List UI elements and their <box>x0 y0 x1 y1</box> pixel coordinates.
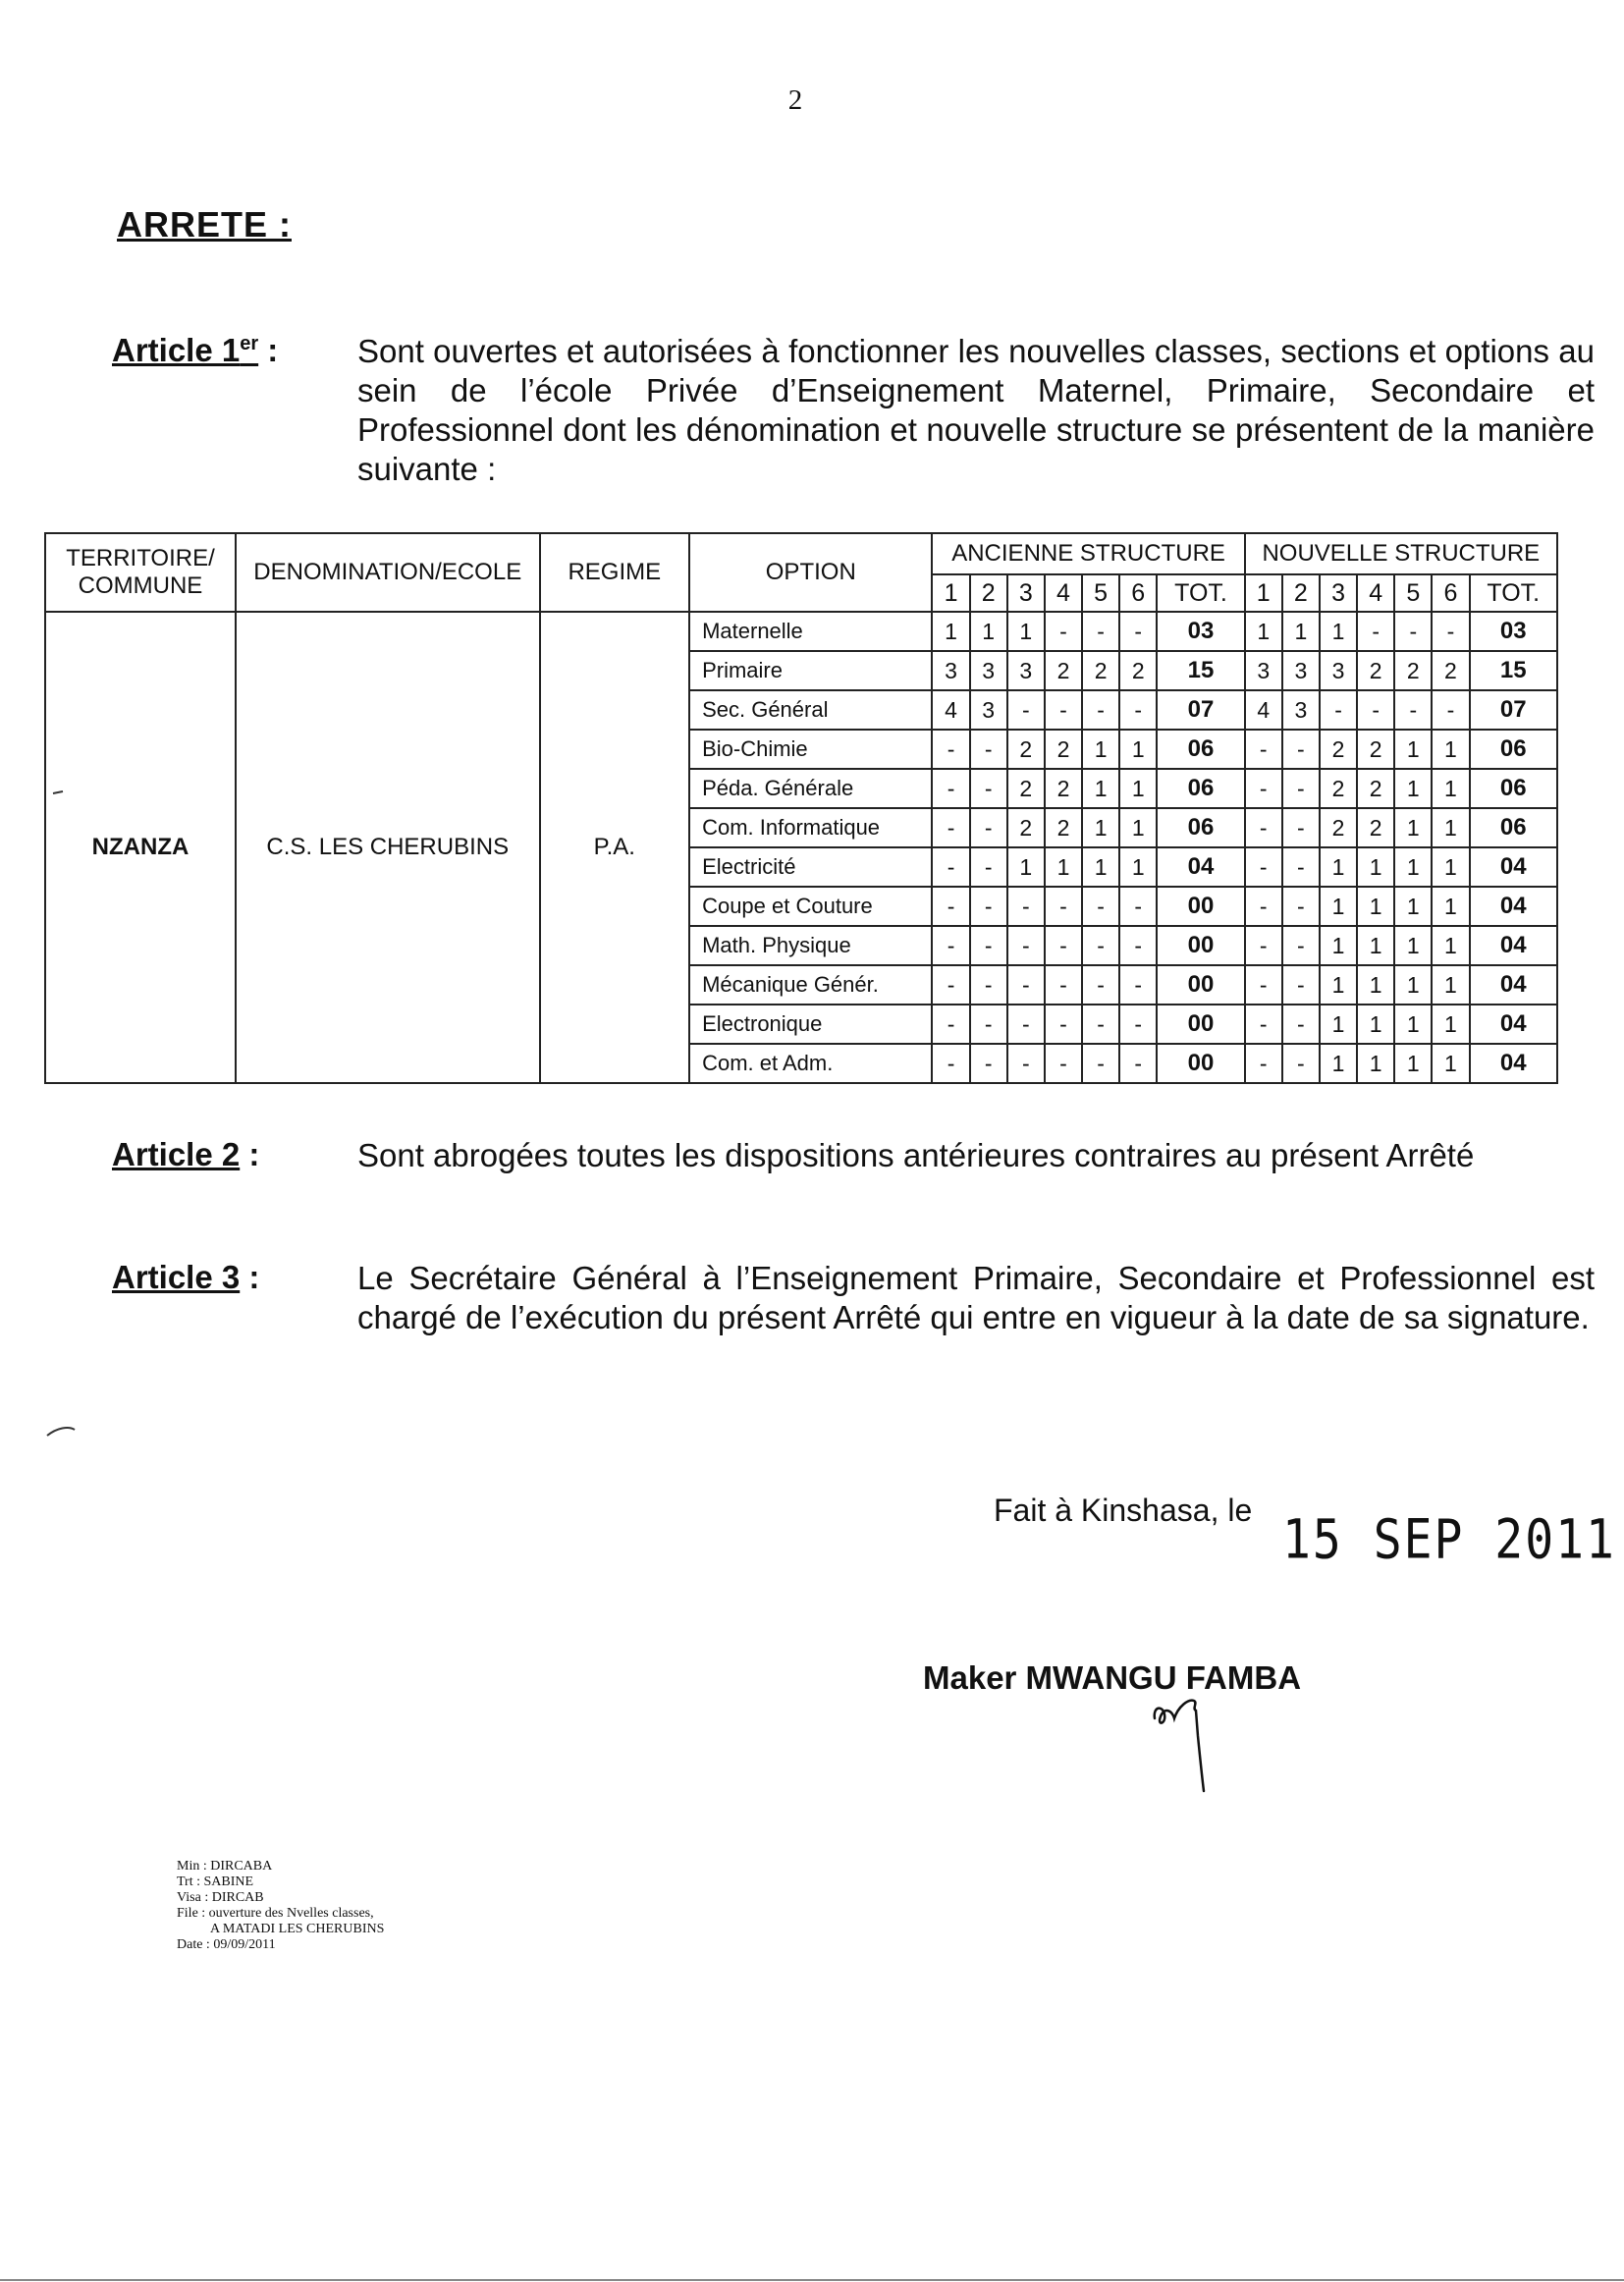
header-denomination: DENOMINATION/ECOLE <box>236 533 540 612</box>
subheader-nouvelle-6: 6 <box>1432 574 1469 612</box>
nouvelle-year-2-cell: - <box>1282 965 1320 1005</box>
option-cell: Bio-Chimie <box>689 730 932 769</box>
ancienne-year-4-cell: 2 <box>1045 769 1082 808</box>
nouvelle-tot-cell: 03 <box>1470 612 1557 651</box>
nouvelle-year-1-cell: - <box>1245 1044 1282 1083</box>
nouvelle-year-5-cell: 1 <box>1394 1005 1432 1044</box>
nouvelle-year-5-cell: 1 <box>1394 965 1432 1005</box>
decree-heading: ARRETE : <box>117 204 292 244</box>
nouvelle-year-3-cell: 1 <box>1320 847 1357 887</box>
subheader-ancienne-6: 6 <box>1119 574 1157 612</box>
article-2-colon: : <box>240 1136 260 1172</box>
ancienne-year-1-cell: - <box>932 1044 969 1083</box>
ancienne-year-5-cell: - <box>1082 690 1119 730</box>
ancienne-tot-cell: 00 <box>1157 887 1244 926</box>
nouvelle-year-2-cell: 3 <box>1282 690 1320 730</box>
page-number: 2 <box>787 84 803 116</box>
option-cell: Maternelle <box>689 612 932 651</box>
ancienne-year-2-cell: 1 <box>970 612 1007 651</box>
subheader-nouvelle-tot: TOT. <box>1470 574 1557 612</box>
ancienne-year-3-cell: 1 <box>1007 612 1045 651</box>
ancienne-year-3-cell: 2 <box>1007 730 1045 769</box>
nouvelle-tot-cell: 06 <box>1470 808 1557 847</box>
nouvelle-year-5-cell: 1 <box>1394 1044 1432 1083</box>
nouvelle-year-6-cell: 1 <box>1432 847 1469 887</box>
ancienne-year-6-cell: - <box>1119 1005 1157 1044</box>
nouvelle-tot-cell: 06 <box>1470 769 1557 808</box>
nouvelle-year-2-cell: 3 <box>1282 651 1320 690</box>
footer-line-file-cont: A MATADI LES CHERUBINS <box>210 1922 385 1936</box>
nouvelle-year-6-cell: 2 <box>1432 651 1469 690</box>
nouvelle-year-5-cell: 1 <box>1394 769 1432 808</box>
nouvelle-year-4-cell: 2 <box>1357 730 1394 769</box>
ancienne-year-2-cell: - <box>970 965 1007 1005</box>
subheader-nouvelle-4: 4 <box>1357 574 1394 612</box>
nouvelle-year-1-cell: - <box>1245 769 1282 808</box>
ancienne-year-5-cell: - <box>1082 1044 1119 1083</box>
nouvelle-year-4-cell: 1 <box>1357 965 1394 1005</box>
nouvelle-year-4-cell: 1 <box>1357 847 1394 887</box>
ancienne-year-6-cell: 2 <box>1119 651 1157 690</box>
header-option: OPTION <box>689 533 932 612</box>
nouvelle-tot-cell: 04 <box>1470 887 1557 926</box>
article-1-text: Sont ouvertes et autorisées à fonctionner les nouvelles classes, sections et options au sein de l’école Privée d’Enseignement Maternel, Primaire, Secondaire et Professionnel dont les dénomination et nouvelle structure se présentent de la manière suivante : <box>357 333 1595 487</box>
ancienne-year-1-cell: - <box>932 730 969 769</box>
option-cell: Sec. Général <box>689 690 932 730</box>
subheader-nouvelle-2: 2 <box>1282 574 1320 612</box>
ancienne-tot-cell: 00 <box>1157 965 1244 1005</box>
nouvelle-year-2-cell: - <box>1282 730 1320 769</box>
ancienne-tot-cell: 00 <box>1157 926 1244 965</box>
ancienne-year-1-cell: 3 <box>932 651 969 690</box>
ancienne-year-6-cell: - <box>1119 965 1157 1005</box>
nouvelle-year-3-cell: 2 <box>1320 730 1357 769</box>
ancienne-year-2-cell: 3 <box>970 651 1007 690</box>
nouvelle-year-3-cell: 1 <box>1320 887 1357 926</box>
nouvelle-year-3-cell: 1 <box>1320 926 1357 965</box>
ancienne-tot-cell: 06 <box>1157 769 1244 808</box>
ancienne-year-3-cell: - <box>1007 926 1045 965</box>
nouvelle-year-2-cell: - <box>1282 926 1320 965</box>
ancienne-year-1-cell: - <box>932 769 969 808</box>
ancienne-year-6-cell: 1 <box>1119 730 1157 769</box>
nouvelle-year-3-cell: 1 <box>1320 1044 1357 1083</box>
article-1-colon: : <box>258 332 279 368</box>
ancienne-year-4-cell: - <box>1045 926 1082 965</box>
nouvelle-tot-cell: 04 <box>1470 965 1557 1005</box>
nouvelle-year-4-cell: 1 <box>1357 1044 1394 1083</box>
nouvelle-year-4-cell: - <box>1357 612 1394 651</box>
subheader-ancienne-3: 3 <box>1007 574 1045 612</box>
article-2-label-text: Article 2 <box>112 1136 241 1172</box>
ancienne-year-6-cell: - <box>1119 887 1157 926</box>
ancienne-year-5-cell: 2 <box>1082 651 1119 690</box>
nouvelle-year-1-cell: 4 <box>1245 690 1282 730</box>
nouvelle-year-6-cell: - <box>1432 612 1469 651</box>
nouvelle-year-4-cell: - <box>1357 690 1394 730</box>
ancienne-year-3-cell: 3 <box>1007 651 1045 690</box>
ancienne-year-4-cell: 2 <box>1045 808 1082 847</box>
nouvelle-year-6-cell: 1 <box>1432 965 1469 1005</box>
nouvelle-year-6-cell: 1 <box>1432 730 1469 769</box>
header-territoire: TERRITOIRE/ COMMUNE <box>45 533 236 612</box>
nouvelle-year-5-cell: - <box>1394 612 1432 651</box>
nouvelle-year-1-cell: 1 <box>1245 612 1282 651</box>
ancienne-year-3-cell: - <box>1007 690 1045 730</box>
ancienne-year-6-cell: 1 <box>1119 847 1157 887</box>
nouvelle-year-6-cell: 1 <box>1432 1044 1469 1083</box>
nouvelle-year-5-cell: 1 <box>1394 730 1432 769</box>
footer-line-trt: Trt : SABINE <box>177 1874 254 1889</box>
place-date: Fait à Kinshasa, le <box>994 1493 1253 1528</box>
nouvelle-year-2-cell: - <box>1282 1044 1320 1083</box>
nouvelle-year-4-cell: 2 <box>1357 808 1394 847</box>
ancienne-year-1-cell: - <box>932 847 969 887</box>
option-cell: Math. Physique <box>689 926 932 965</box>
nouvelle-tot-cell: 04 <box>1470 1005 1557 1044</box>
nouvelle-year-2-cell: - <box>1282 847 1320 887</box>
nouvelle-year-6-cell: 1 <box>1432 808 1469 847</box>
header-nouvelle-structure: NOUVELLE STRUCTURE <box>1245 533 1557 574</box>
header-ancienne-structure: ANCIENNE STRUCTURE <box>932 533 1244 574</box>
signatory-name: Maker MWANGU FAMBA <box>923 1659 1302 1696</box>
nouvelle-year-4-cell: 1 <box>1357 926 1394 965</box>
ancienne-year-2-cell: - <box>970 887 1007 926</box>
ancienne-year-5-cell: - <box>1082 887 1119 926</box>
ancienne-year-4-cell: - <box>1045 1005 1082 1044</box>
ancienne-year-3-cell: - <box>1007 965 1045 1005</box>
option-cell: Com. et Adm. <box>689 1044 932 1083</box>
ancienne-year-4-cell: - <box>1045 1044 1082 1083</box>
nouvelle-tot-cell: 06 <box>1470 730 1557 769</box>
subheader-ancienne-tot: TOT. <box>1157 574 1244 612</box>
ancienne-year-3-cell: - <box>1007 887 1045 926</box>
ancienne-year-4-cell: - <box>1045 612 1082 651</box>
nouvelle-year-4-cell: 2 <box>1357 769 1394 808</box>
nouvelle-year-1-cell: - <box>1245 808 1282 847</box>
ancienne-year-3-cell: 2 <box>1007 769 1045 808</box>
article-3-colon: : <box>240 1259 260 1295</box>
nouvelle-year-5-cell: 1 <box>1394 887 1432 926</box>
nouvelle-year-5-cell: 2 <box>1394 651 1432 690</box>
subheader-nouvelle-3: 3 <box>1320 574 1357 612</box>
subheader-ancienne-1: 1 <box>932 574 969 612</box>
ancienne-tot-cell: 03 <box>1157 612 1244 651</box>
nouvelle-year-5-cell: - <box>1394 690 1432 730</box>
ancienne-tot-cell: 00 <box>1157 1005 1244 1044</box>
article-1-label-text: Article 1 <box>112 332 241 368</box>
nouvelle-year-2-cell: - <box>1282 887 1320 926</box>
ancienne-year-4-cell: 2 <box>1045 651 1082 690</box>
ancienne-tot-cell: 15 <box>1157 651 1244 690</box>
nouvelle-year-1-cell: - <box>1245 847 1282 887</box>
article-1-label <box>112 332 278 369</box>
stamp-date: 15 SEP 2011 <box>1282 1507 1616 1572</box>
ancienne-year-6-cell: - <box>1119 690 1157 730</box>
ancienne-year-3-cell: 1 <box>1007 847 1045 887</box>
ancienne-year-5-cell: 1 <box>1082 730 1119 769</box>
ancienne-tot-cell: 06 <box>1157 808 1244 847</box>
nouvelle-tot-cell: 15 <box>1470 651 1557 690</box>
ancienne-year-4-cell: - <box>1045 690 1082 730</box>
ancienne-year-2-cell: - <box>970 847 1007 887</box>
denomination-cell: C.S. LES CHERUBINS <box>236 612 540 1083</box>
nouvelle-year-3-cell: 2 <box>1320 808 1357 847</box>
ancienne-year-6-cell: 1 <box>1119 808 1157 847</box>
nouvelle-year-4-cell: 2 <box>1357 651 1394 690</box>
header-regime: REGIME <box>540 533 690 612</box>
nouvelle-year-1-cell: - <box>1245 926 1282 965</box>
ancienne-tot-cell: 07 <box>1157 690 1244 730</box>
option-cell: Electronique <box>689 1005 932 1044</box>
option-cell: Com. Informatique <box>689 808 932 847</box>
nouvelle-year-2-cell: - <box>1282 769 1320 808</box>
nouvelle-tot-cell: 04 <box>1470 1044 1557 1083</box>
ancienne-year-6-cell: 1 <box>1119 769 1157 808</box>
ancienne-tot-cell: 04 <box>1157 847 1244 887</box>
nouvelle-year-4-cell: 1 <box>1357 1005 1394 1044</box>
nouvelle-year-3-cell: 1 <box>1320 1005 1357 1044</box>
regime-cell: P.A. <box>540 612 690 1083</box>
ancienne-year-2-cell: 3 <box>970 690 1007 730</box>
ancienne-year-6-cell: - <box>1119 926 1157 965</box>
option-cell: Péda. Générale <box>689 769 932 808</box>
option-cell: Coupe et Couture <box>689 887 932 926</box>
article-1-label-sup: er <box>240 333 259 354</box>
ancienne-year-1-cell: 4 <box>932 690 969 730</box>
ancienne-year-1-cell: 1 <box>932 612 969 651</box>
ancienne-year-4-cell: - <box>1045 965 1082 1005</box>
ancienne-year-6-cell: - <box>1119 612 1157 651</box>
subheader-nouvelle-1: 1 <box>1245 574 1282 612</box>
territoire-cell: NZANZA <box>45 612 236 1083</box>
nouvelle-tot-cell: 07 <box>1470 690 1557 730</box>
ancienne-year-4-cell: - <box>1045 887 1082 926</box>
ancienne-year-5-cell: - <box>1082 612 1119 651</box>
nouvelle-year-2-cell: - <box>1282 1005 1320 1044</box>
ancienne-year-4-cell: 2 <box>1045 730 1082 769</box>
ancienne-year-2-cell: - <box>970 730 1007 769</box>
article-2-text: Sont abrogées toutes les dispositions antérieures contraires au présent Arrêté <box>357 1137 1475 1173</box>
nouvelle-year-5-cell: 1 <box>1394 926 1432 965</box>
nouvelle-year-5-cell: 1 <box>1394 808 1432 847</box>
subheader-nouvelle-5: 5 <box>1394 574 1432 612</box>
option-cell: Electricité <box>689 847 932 887</box>
footer-line-visa: Visa : DIRCAB <box>177 1890 264 1905</box>
nouvelle-year-6-cell: 1 <box>1432 1005 1469 1044</box>
footer-line-min: Min : DIRCABA <box>177 1859 273 1874</box>
article-3-text: Le Secrétaire Général à l’Enseignement Primaire, Secondaire et Professionnel est chargé de l’exécution du présent Arrêté qui entre en vigueur à la date de sa signature. <box>357 1260 1595 1335</box>
option-cell: Primaire <box>689 651 932 690</box>
nouvelle-tot-cell: 04 <box>1470 847 1557 887</box>
ancienne-year-5-cell: 1 <box>1082 847 1119 887</box>
ancienne-year-1-cell: - <box>932 965 969 1005</box>
table-row <box>45 612 1557 651</box>
article-3-label <box>112 1259 259 1296</box>
nouvelle-year-3-cell: - <box>1320 690 1357 730</box>
nouvelle-year-2-cell: 1 <box>1282 612 1320 651</box>
nouvelle-year-3-cell: 3 <box>1320 651 1357 690</box>
nouvelle-year-4-cell: 1 <box>1357 887 1394 926</box>
ancienne-year-3-cell: - <box>1007 1005 1045 1044</box>
ancienne-year-3-cell: - <box>1007 1044 1045 1083</box>
ancienne-year-2-cell: - <box>970 808 1007 847</box>
ancienne-year-1-cell: - <box>932 1005 969 1044</box>
nouvelle-year-1-cell: 3 <box>1245 651 1282 690</box>
ancienne-year-2-cell: - <box>970 1044 1007 1083</box>
ancienne-year-3-cell: 2 <box>1007 808 1045 847</box>
nouvelle-year-6-cell: 1 <box>1432 887 1469 926</box>
ancienne-year-1-cell: - <box>932 926 969 965</box>
ancienne-year-4-cell: 1 <box>1045 847 1082 887</box>
nouvelle-tot-cell: 04 <box>1470 926 1557 965</box>
footer-reference-block <box>177 1859 384 1953</box>
nouvelle-year-3-cell: 2 <box>1320 769 1357 808</box>
ancienne-year-5-cell: - <box>1082 965 1119 1005</box>
option-cell: Mécanique Génér. <box>689 965 932 1005</box>
nouvelle-year-2-cell: - <box>1282 808 1320 847</box>
ancienne-year-2-cell: - <box>970 1005 1007 1044</box>
ancienne-year-6-cell: - <box>1119 1044 1157 1083</box>
subheader-ancienne-5: 5 <box>1082 574 1119 612</box>
ancienne-tot-cell: 06 <box>1157 730 1244 769</box>
article-3-label-text: Article 3 <box>112 1259 241 1295</box>
subheader-ancienne-2: 2 <box>970 574 1007 612</box>
ancienne-year-5-cell: - <box>1082 926 1119 965</box>
ancienne-year-5-cell: 1 <box>1082 769 1119 808</box>
ancienne-tot-cell: 00 <box>1157 1044 1244 1083</box>
nouvelle-year-3-cell: 1 <box>1320 965 1357 1005</box>
ancienne-year-1-cell: - <box>932 887 969 926</box>
ancienne-year-2-cell: - <box>970 769 1007 808</box>
nouvelle-year-1-cell: - <box>1245 965 1282 1005</box>
nouvelle-year-6-cell: 1 <box>1432 926 1469 965</box>
ancienne-year-2-cell: - <box>970 926 1007 965</box>
nouvelle-year-5-cell: 1 <box>1394 847 1432 887</box>
footer-line-file: File : ouverture des Nvelles classes, <box>177 1906 374 1921</box>
ancienne-year-5-cell: 1 <box>1082 808 1119 847</box>
nouvelle-year-6-cell: - <box>1432 690 1469 730</box>
nouvelle-year-1-cell: - <box>1245 1005 1282 1044</box>
subheader-ancienne-4: 4 <box>1045 574 1082 612</box>
footer-line-date: Date : 09/09/2011 <box>177 1937 276 1952</box>
nouvelle-year-6-cell: 1 <box>1432 769 1469 808</box>
article-2-label <box>112 1136 259 1173</box>
handwritten-signature <box>1149 1697 1218 1795</box>
ancienne-year-1-cell: - <box>932 808 969 847</box>
ancienne-year-5-cell: - <box>1082 1005 1119 1044</box>
nouvelle-year-1-cell: - <box>1245 730 1282 769</box>
nouvelle-year-3-cell: 1 <box>1320 612 1357 651</box>
nouvelle-year-1-cell: - <box>1245 887 1282 926</box>
structure-table <box>44 532 1558 1084</box>
